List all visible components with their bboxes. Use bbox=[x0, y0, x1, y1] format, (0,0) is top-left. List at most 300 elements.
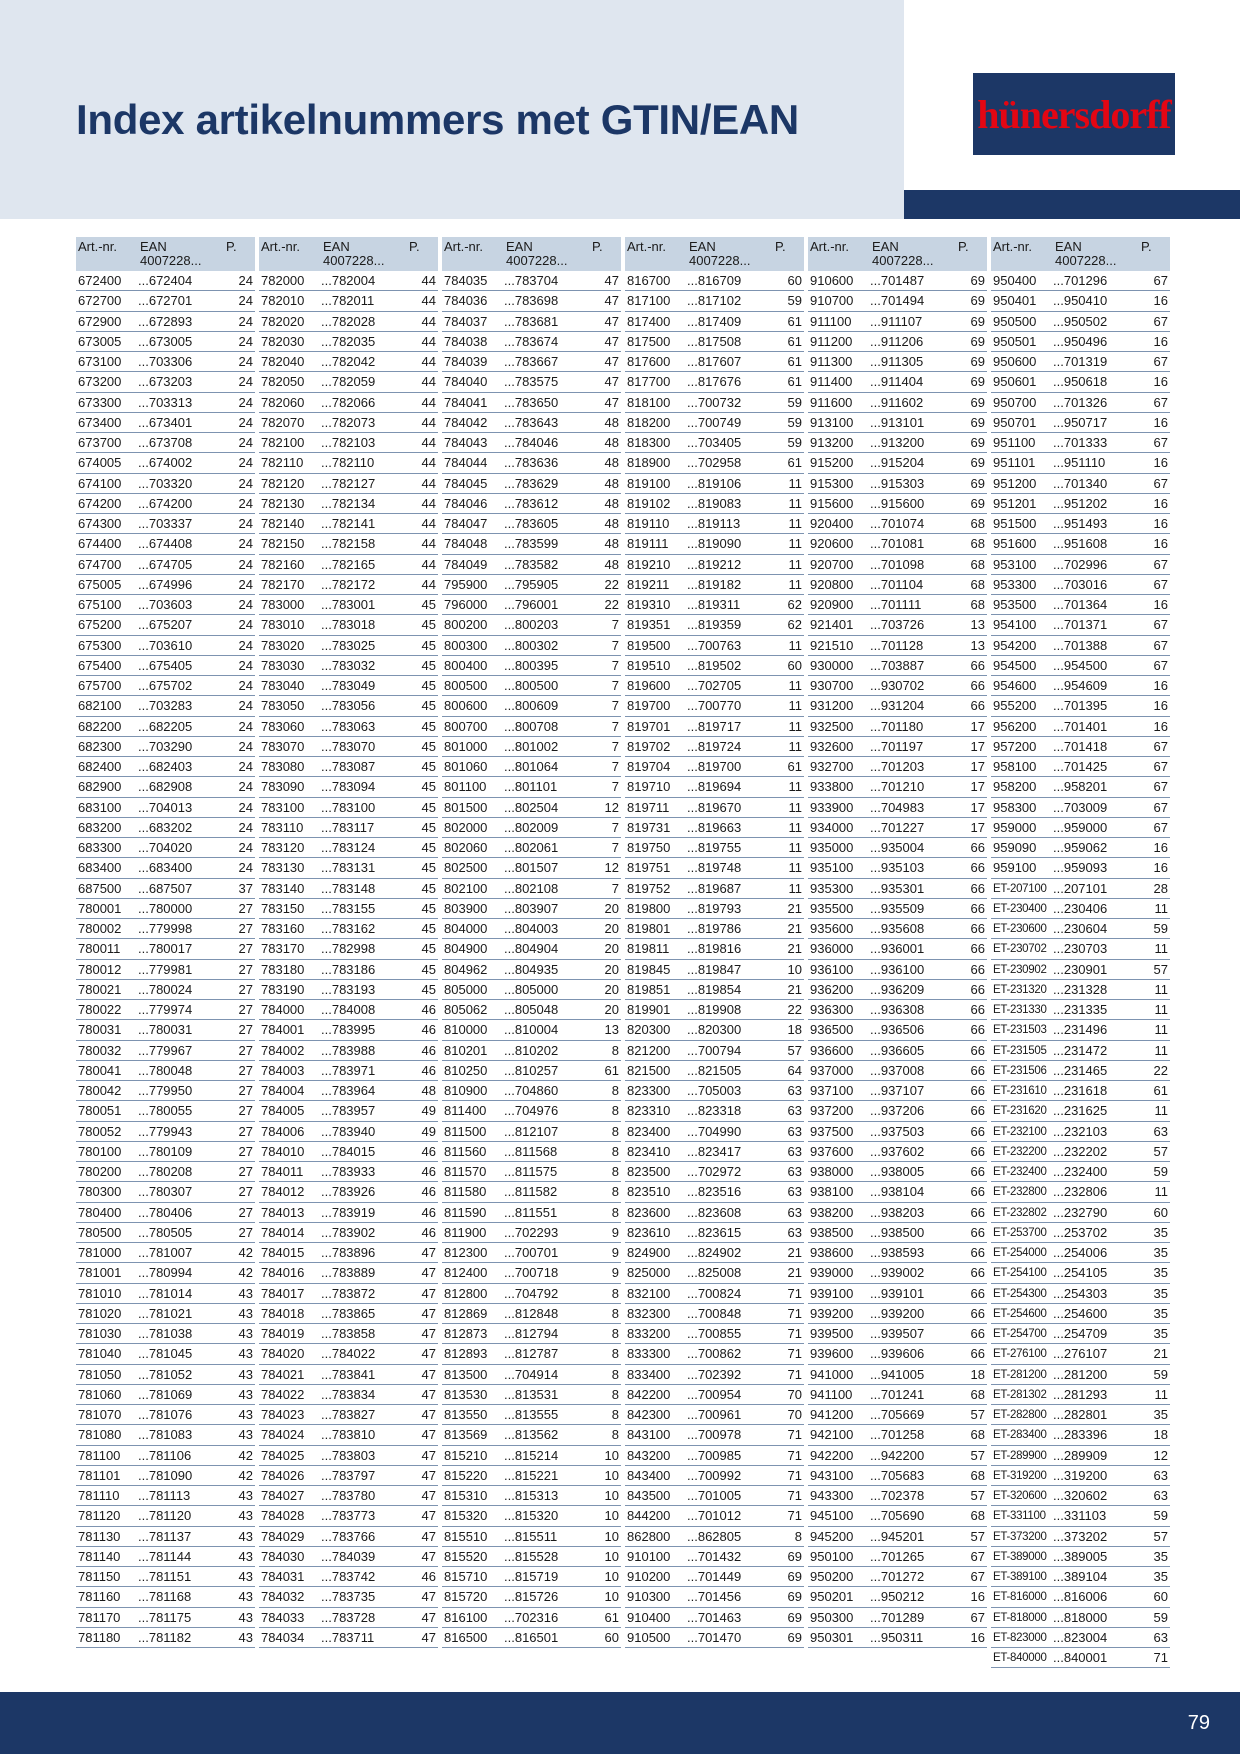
table-row bbox=[625, 960, 804, 980]
table-row bbox=[76, 1608, 255, 1628]
page-ref: 20 bbox=[604, 1002, 619, 1017]
table-row bbox=[625, 1142, 804, 1162]
article-number: 784027 bbox=[261, 1488, 305, 1503]
ean-code: ...780048 bbox=[138, 1062, 193, 1078]
table-row bbox=[625, 474, 804, 494]
table-row bbox=[442, 1020, 621, 1040]
article-number: 936600 bbox=[810, 1042, 854, 1058]
article-number: ET-231505 bbox=[993, 1044, 1047, 1057]
table-row bbox=[625, 433, 804, 453]
article-number: 843400 bbox=[627, 1467, 671, 1483]
article-number: 801100 bbox=[444, 779, 487, 795]
article-number: 810900 bbox=[444, 1083, 488, 1098]
article-number: 915600 bbox=[810, 495, 854, 511]
page-ref: 27 bbox=[238, 1164, 253, 1179]
table-row bbox=[259, 1243, 438, 1263]
article-number: 683300 bbox=[78, 840, 122, 855]
article-number: 781001 bbox=[78, 1265, 122, 1281]
page-ref: 10 bbox=[787, 961, 802, 977]
table-row bbox=[991, 838, 1170, 858]
ean-code: ...783117 bbox=[321, 819, 375, 835]
article-number: 804000 bbox=[444, 921, 488, 936]
article-number: 783050 bbox=[261, 698, 305, 714]
table-row bbox=[625, 1486, 804, 1506]
table-row bbox=[625, 494, 804, 514]
article-number: 784021 bbox=[261, 1366, 305, 1382]
article-number: ET-232802 bbox=[993, 1206, 1047, 1219]
ean-code: ...700954 bbox=[687, 1386, 742, 1402]
article-number: 782010 bbox=[261, 293, 305, 309]
ean-code: ...700763 bbox=[687, 637, 742, 653]
ean-code: ...783940 bbox=[321, 1123, 376, 1139]
ean-code: ...231328 bbox=[1053, 981, 1108, 997]
table-row bbox=[625, 352, 804, 372]
page-ref: 66 bbox=[970, 1285, 985, 1301]
ean-code: ...701463 bbox=[687, 1609, 742, 1625]
page-ref: 11 bbox=[788, 819, 802, 835]
ean-code: ...701265 bbox=[870, 1548, 925, 1564]
article-number: 817100 bbox=[627, 293, 671, 309]
table-row bbox=[625, 757, 804, 777]
table-row bbox=[808, 960, 987, 980]
ean-code: ...780000 bbox=[138, 900, 193, 916]
table-row bbox=[808, 1547, 987, 1567]
page-ref: 20 bbox=[604, 961, 619, 977]
page-ref: 66 bbox=[970, 860, 985, 876]
ean-header: EAN 4007228... bbox=[140, 239, 202, 268]
article-number: 682400 bbox=[78, 759, 122, 774]
article-number: 682300 bbox=[78, 738, 122, 754]
ean-code: ...935103 bbox=[870, 860, 925, 876]
page-ref: 66 bbox=[970, 1164, 985, 1179]
table-row bbox=[625, 1527, 804, 1547]
page-ref: 66 bbox=[970, 1083, 985, 1098]
ean-code: ...800203 bbox=[504, 617, 559, 633]
page-ref: 66 bbox=[970, 900, 985, 916]
table-row bbox=[259, 1081, 438, 1101]
article-number: ET-231330 bbox=[993, 1004, 1047, 1016]
table-row bbox=[625, 899, 804, 919]
ean-code: ...819717 bbox=[687, 718, 742, 734]
article-number: 780300 bbox=[78, 1184, 122, 1200]
article-number: 931200 bbox=[810, 698, 854, 714]
ean-header: EAN 4007228... bbox=[323, 239, 385, 268]
page-ref: 16 bbox=[1153, 536, 1168, 552]
table-row bbox=[442, 615, 621, 635]
table-row bbox=[808, 1263, 987, 1283]
ean-code: ...779943 bbox=[138, 1123, 193, 1139]
article-number: ET-389100 bbox=[993, 1571, 1047, 1583]
article-number: 819752 bbox=[627, 880, 671, 896]
page-ref: 48 bbox=[604, 556, 619, 572]
table-row bbox=[259, 899, 438, 919]
table-row bbox=[76, 879, 255, 899]
table-row bbox=[76, 1547, 255, 1567]
article-number: 843200 bbox=[627, 1447, 671, 1463]
article-number: ET-276100 bbox=[993, 1348, 1047, 1361]
article-number: ET-281200 bbox=[993, 1368, 1047, 1381]
table-row bbox=[76, 1466, 255, 1486]
article-number: 930700 bbox=[810, 678, 854, 693]
ean-code: ...937503 bbox=[870, 1123, 925, 1139]
page-ref: 67 bbox=[1153, 313, 1168, 329]
table-row bbox=[259, 777, 438, 797]
ean-code: ...231335 bbox=[1053, 1002, 1108, 1017]
table-row bbox=[625, 1324, 804, 1344]
article-number: 939100 bbox=[810, 1285, 854, 1301]
article-number: 932500 bbox=[810, 718, 854, 734]
page-ref: 11 bbox=[788, 799, 802, 815]
table-row bbox=[625, 1425, 804, 1445]
ean-code: ...937602 bbox=[870, 1143, 925, 1159]
article-number: 782170 bbox=[261, 576, 305, 592]
page-ref: 24 bbox=[238, 475, 253, 491]
ean-code: ...783698 bbox=[504, 293, 559, 309]
page-ref: 71 bbox=[787, 1427, 802, 1443]
table-row bbox=[991, 1527, 1170, 1547]
table-row bbox=[76, 312, 255, 332]
table-row bbox=[259, 474, 438, 494]
page-ref: 10 bbox=[604, 1467, 619, 1483]
ean-code: ...783889 bbox=[321, 1265, 376, 1281]
table-row bbox=[991, 1486, 1170, 1506]
article-number: 843100 bbox=[627, 1427, 671, 1443]
table-row bbox=[808, 1344, 987, 1364]
article-number: 780032 bbox=[78, 1042, 122, 1058]
article-number: 939200 bbox=[810, 1305, 854, 1321]
table-row bbox=[442, 595, 621, 615]
article-number: 784002 bbox=[261, 1042, 305, 1058]
article-number: 780012 bbox=[78, 961, 122, 977]
table-row bbox=[991, 656, 1170, 676]
ean-code: ...815214 bbox=[504, 1447, 559, 1463]
page-ref: 69 bbox=[787, 1569, 802, 1584]
table-row bbox=[808, 1365, 987, 1385]
ean-code: ...703337 bbox=[138, 516, 193, 531]
page-ref: 22 bbox=[604, 597, 619, 612]
article-number: ET-254100 bbox=[993, 1267, 1047, 1280]
ean-code: ...783070 bbox=[321, 738, 376, 754]
page-ref: 16 bbox=[1153, 840, 1168, 855]
table-row bbox=[808, 1061, 987, 1081]
article-number: 683200 bbox=[78, 819, 122, 835]
ean-code: ...801002 bbox=[504, 738, 559, 754]
ean-code: ...840001 bbox=[1053, 1650, 1108, 1665]
ean-code: ...674705 bbox=[138, 556, 193, 572]
page-number: 79 bbox=[1187, 1712, 1210, 1734]
page-ref: 16 bbox=[1153, 678, 1168, 693]
page-ref: 44 bbox=[421, 313, 436, 329]
page-ref: 43 bbox=[238, 1427, 253, 1443]
table-row bbox=[259, 1142, 438, 1162]
page-ref: 49 bbox=[421, 1103, 436, 1119]
ean-code: ...700701 bbox=[504, 1245, 559, 1260]
page-ref: 66 bbox=[970, 1305, 985, 1321]
page-ref: 8 bbox=[611, 1366, 619, 1382]
table-row bbox=[625, 1365, 804, 1385]
page-ref: 67 bbox=[1153, 354, 1168, 369]
table-row bbox=[442, 717, 621, 737]
ean-code: ...673005 bbox=[138, 333, 193, 349]
article-number: 833200 bbox=[627, 1326, 671, 1341]
page-ref: 11 bbox=[1154, 1386, 1168, 1402]
ean-code: ...682205 bbox=[138, 718, 193, 734]
page-ref: 47 bbox=[421, 1346, 436, 1362]
article-number: 942100 bbox=[810, 1427, 854, 1443]
article-number: 783170 bbox=[261, 941, 305, 957]
page-ref: 17 bbox=[970, 738, 985, 754]
article-number: 819111 bbox=[627, 536, 669, 552]
page-ref: 57 bbox=[1153, 1143, 1168, 1159]
table-row bbox=[259, 1365, 438, 1385]
page-ref: 27 bbox=[238, 900, 253, 916]
ean-code: ...782141 bbox=[321, 516, 376, 531]
page-ref: 43 bbox=[238, 1548, 253, 1564]
page-ref: 61 bbox=[1153, 1083, 1168, 1098]
table-row bbox=[76, 1081, 255, 1101]
column-header bbox=[625, 237, 804, 271]
ean-code: ...682403 bbox=[138, 759, 193, 774]
page-ref: 27 bbox=[238, 1224, 253, 1240]
table-row bbox=[442, 879, 621, 899]
ean-code: ...800708 bbox=[504, 718, 559, 734]
table-row bbox=[76, 1182, 255, 1202]
page-ref: 7 bbox=[611, 779, 619, 795]
ean-code: ...701012 bbox=[687, 1508, 742, 1524]
table-row bbox=[76, 372, 255, 392]
page-ref: 24 bbox=[238, 273, 253, 288]
article-number: 816500 bbox=[444, 1629, 488, 1645]
page-ref: 43 bbox=[238, 1285, 253, 1301]
art-header: Art.-nr. bbox=[993, 239, 1033, 254]
page-ref: 42 bbox=[238, 1447, 253, 1463]
ean-code: ...703016 bbox=[1053, 576, 1108, 592]
table-row bbox=[808, 777, 987, 797]
ean-code: ...951202 bbox=[1053, 495, 1108, 511]
page-ref: 44 bbox=[421, 556, 436, 572]
article-number: 813569 bbox=[444, 1427, 488, 1443]
table-row bbox=[76, 676, 255, 696]
page-ref: 61 bbox=[787, 455, 802, 471]
ean-code: ...702316 bbox=[504, 1609, 559, 1625]
page-ref: 8 bbox=[611, 1103, 619, 1119]
table-row bbox=[991, 1405, 1170, 1425]
page-ref: 28 bbox=[1153, 880, 1168, 896]
page-ref: 45 bbox=[421, 981, 436, 997]
page-ref: 62 bbox=[787, 617, 802, 633]
article-number: 782150 bbox=[261, 536, 305, 552]
article-number: 958100 bbox=[993, 759, 1037, 774]
table-row bbox=[442, 1365, 621, 1385]
table-row bbox=[442, 1405, 621, 1425]
article-number: 920400 bbox=[810, 516, 854, 531]
ean-code: ...782073 bbox=[321, 414, 376, 430]
article-number: 819731 bbox=[627, 819, 671, 835]
ean-code: ...913101 bbox=[870, 414, 925, 430]
article-number: 819600 bbox=[627, 678, 671, 693]
ean-code: ...783605 bbox=[504, 516, 559, 531]
ean-code: ...782110 bbox=[321, 455, 375, 471]
page-ref: 9 bbox=[611, 1224, 619, 1240]
table-row bbox=[259, 433, 438, 453]
page-ref: 21 bbox=[787, 1265, 802, 1281]
ean-code: ...231625 bbox=[1053, 1103, 1108, 1119]
table-row bbox=[259, 960, 438, 980]
page-ref: 44 bbox=[421, 536, 436, 552]
ean-code: ...701319 bbox=[1053, 354, 1108, 369]
page-ref: 24 bbox=[238, 840, 253, 855]
article-number: 819710 bbox=[627, 779, 671, 795]
ean-code: ...951608 bbox=[1053, 536, 1108, 552]
page-ref: 61 bbox=[787, 333, 802, 349]
ean-code: ...780017 bbox=[138, 941, 193, 957]
article-number: 783000 bbox=[261, 597, 305, 612]
page-ref: 48 bbox=[604, 475, 619, 491]
article-number: 815210 bbox=[444, 1447, 488, 1463]
page-ref: 60 bbox=[1153, 1204, 1168, 1220]
table-row bbox=[991, 575, 1170, 595]
ean-code: ...817508 bbox=[687, 333, 742, 349]
table-row bbox=[991, 737, 1170, 757]
page-ref: 48 bbox=[604, 536, 619, 552]
page-ref: 59 bbox=[787, 435, 802, 450]
article-number: 937100 bbox=[810, 1083, 854, 1098]
ean-code: ...816501 bbox=[504, 1629, 559, 1645]
table-row bbox=[76, 1324, 255, 1344]
article-number: ET-281302 bbox=[993, 1388, 1047, 1401]
ean-code: ...804904 bbox=[504, 941, 559, 957]
page-ref: 16 bbox=[970, 1629, 985, 1645]
ean-code: ...783902 bbox=[321, 1224, 376, 1240]
ean-code: ...703610 bbox=[138, 637, 193, 653]
ean-code: ...701456 bbox=[687, 1589, 742, 1605]
article-number: 811590 bbox=[444, 1204, 487, 1220]
page-ref: 43 bbox=[238, 1569, 253, 1584]
page-ref: 67 bbox=[1153, 779, 1168, 795]
article-number: 950601 bbox=[993, 374, 1037, 390]
index-column bbox=[808, 237, 987, 1668]
ean-code: ...675405 bbox=[138, 657, 193, 673]
ean-code: ...254006 bbox=[1053, 1245, 1108, 1260]
ean-code: ...783032 bbox=[321, 657, 376, 673]
article-number: 674700 bbox=[78, 556, 122, 572]
page-header: P. bbox=[409, 239, 420, 254]
ean-code: ...796001 bbox=[504, 597, 559, 612]
page-ref: 27 bbox=[238, 1002, 253, 1017]
header-accent-bar bbox=[904, 190, 1240, 219]
article-number: 780051 bbox=[78, 1103, 122, 1119]
page-ref: 11 bbox=[788, 738, 802, 754]
article-number: ET-231620 bbox=[993, 1105, 1047, 1118]
ean-code: ...800395 bbox=[504, 657, 559, 673]
article-number: 819702 bbox=[627, 738, 671, 754]
page-ref: 7 bbox=[611, 759, 619, 774]
table-row bbox=[808, 494, 987, 514]
article-number: ET-231320 bbox=[993, 983, 1047, 996]
table-row bbox=[808, 1567, 987, 1587]
article-number: 832300 bbox=[627, 1305, 671, 1321]
table-row bbox=[259, 798, 438, 818]
ean-code: ...701487 bbox=[870, 273, 925, 288]
table-row bbox=[442, 372, 621, 392]
ean-code: ...950717 bbox=[1053, 414, 1108, 430]
ean-code: ...783797 bbox=[321, 1467, 376, 1483]
page-ref: 27 bbox=[238, 921, 253, 936]
table-row bbox=[625, 1263, 804, 1283]
table-row bbox=[259, 1223, 438, 1243]
article-number: 911400 bbox=[810, 374, 853, 390]
ean-code: ...230703 bbox=[1053, 941, 1108, 957]
ean-code: ...781120 bbox=[138, 1508, 192, 1524]
page-ref: 35 bbox=[1153, 1548, 1168, 1564]
ean-code: ...818000 bbox=[1053, 1609, 1108, 1625]
table-row bbox=[76, 494, 255, 514]
page-ref: 45 bbox=[421, 617, 436, 633]
ean-code: ...812848 bbox=[504, 1305, 559, 1321]
index-column bbox=[442, 237, 621, 1668]
table-row bbox=[625, 939, 804, 959]
page-ref: 8 bbox=[611, 1143, 619, 1159]
page-ref: 62 bbox=[787, 597, 802, 612]
page-ref: 27 bbox=[238, 1022, 253, 1038]
article-number: 951100 bbox=[993, 435, 1036, 450]
article-number: 943100 bbox=[810, 1467, 854, 1483]
ean-code: ...702705 bbox=[687, 678, 742, 693]
ean-code: ...805000 bbox=[504, 981, 559, 997]
page-ref: 45 bbox=[421, 779, 436, 795]
page-ref: 63 bbox=[787, 1184, 802, 1200]
page-ref: 68 bbox=[970, 1508, 985, 1524]
table-row bbox=[808, 1466, 987, 1486]
page-ref: 67 bbox=[1153, 617, 1168, 633]
table-row bbox=[259, 1101, 438, 1121]
table-row bbox=[625, 1587, 804, 1607]
table-row bbox=[808, 1446, 987, 1466]
article-number: 951201 bbox=[993, 495, 1037, 511]
table-row bbox=[808, 696, 987, 716]
table-row bbox=[76, 757, 255, 777]
page-ref: 13 bbox=[970, 637, 985, 653]
table-row bbox=[76, 838, 255, 858]
page-ref: 24 bbox=[238, 576, 253, 592]
page-ref: 35 bbox=[1153, 1265, 1168, 1281]
article-number: 921510 bbox=[810, 637, 854, 653]
ean-code: ...782004 bbox=[321, 273, 376, 288]
article-number: 933800 bbox=[810, 779, 854, 795]
page-ref: 22 bbox=[787, 1002, 802, 1017]
article-number: 783190 bbox=[261, 981, 305, 997]
page-ref: 27 bbox=[238, 1123, 253, 1139]
page-ref: 27 bbox=[238, 1184, 253, 1200]
ean-code: ...812107 bbox=[504, 1123, 559, 1139]
article-number: 783150 bbox=[261, 900, 305, 916]
article-number: ET-823000 bbox=[993, 1631, 1047, 1644]
page-ref: 46 bbox=[421, 1062, 436, 1078]
ean-code: ...783704 bbox=[504, 273, 559, 288]
table-row bbox=[625, 555, 804, 575]
table-row bbox=[625, 1223, 804, 1243]
ean-code: ...935608 bbox=[870, 921, 925, 936]
page-ref: 63 bbox=[787, 1164, 802, 1179]
ean-code: ...915303 bbox=[870, 475, 925, 491]
table-row bbox=[442, 1567, 621, 1587]
article-number: 784017 bbox=[261, 1285, 305, 1301]
table-row bbox=[76, 777, 255, 797]
ean-code: ...705669 bbox=[870, 1407, 925, 1422]
page-ref: 70 bbox=[787, 1407, 802, 1422]
ean-code: ...783155 bbox=[321, 900, 376, 916]
article-number: 781160 bbox=[78, 1589, 121, 1605]
